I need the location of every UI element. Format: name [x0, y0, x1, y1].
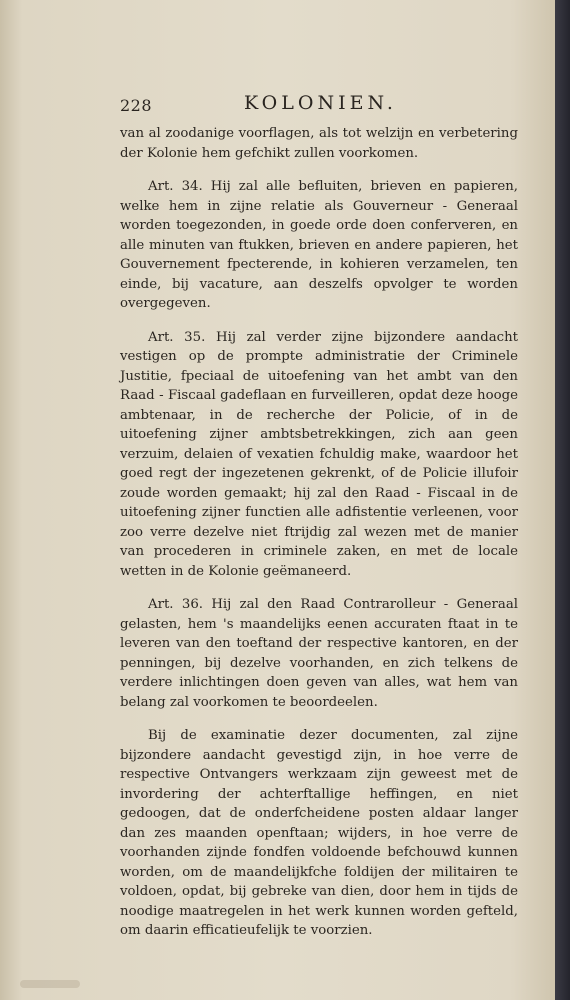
paragraph-examination: Bij de examinatie dezer documenten, zal zijne bijzondere aandacht gevestigd zijn, in hoe verre de respective Ontvangers werkzaam zijn geweest met de invordering der achterftallige heffingen, en niet gedoogen, dat de onderfcheidene posten aldaar langer dan zes maanden openftaan; wijders, in hoe verre de voorhanden zijnde fondfen voldoende befchouwd kunnen worden, om de maandelijkfche foldijen der militairen te voldoen, opdat, bij gebreke van dien, door hem in tijds de noodige maatregelen in het werk kunnen worden gefteld, om daarin efficatieufelijk te voorzien. — [120, 728, 518, 938]
paragraph-art-34: Art. 34. Hij zal alle befluiten, brieven en papieren, welke hem in zijne relatie als Gouverneur - Generaal worden toegezonden, in goede orde doen conferveren, en alle minuten van ftukken, brieven en andere papieren, het Gouvernement fpecterende, in kohieren verzamelen, ten einde, bij vacature, aan deszelfs opvolger te worden overgegeven. — [120, 179, 518, 311]
running-head: KOLONIEN. — [244, 92, 397, 114]
paragraph-continuation: van al zoodanige voorflagen, als tot welzijn en verbetering der Kolonie hem gefchikt zullen voorkomen. — [120, 126, 518, 161]
page-smudge — [20, 980, 80, 988]
page-header — [120, 92, 520, 116]
paragraph-art-36: Art. 36. Hij zal den Raad Contrarolleur - Generaal gelasten, hem 's maandelijks eenen accuraten ftaat in te leveren van den toeftand der respective kantoren, en der penningen, bij dezelve voorhanden, en zich telkens de verdere inlichtingen doen geven van alles, wat hem van belang zal voorkomen te beoordeelen. — [120, 597, 518, 710]
page-number: 228 — [120, 96, 153, 115]
paragraph-art-35: Art. 35. Hij zal verder zijne bijzondere aandacht vestigen op de prompte administratie der Criminele Justitie, fpeciaal de uitoefening van het ambt van den Raad - Fiscaal gadeflaan en furveilleren, opdat deze hooge ambtenaar, in de recherche der Policie, of in de uitoefening zijner ambtsbetrekkingen, zich aan geen verzuim, delaien of vexatien fchuldig make, waardoor het goed regt der ingezetenen gekrenkt, of de Policie illufoir zoude worden gemaakt; hij zal den Raad - Fiscaal in de uitoefening zijner functien alle adfistentie verleenen, voor zoo verre dezelve niet ftrijdig zal wezen met de manier van procederen in criminele zaken, en met de locale wetten in de Kolonie geëmaneerd. — [120, 329, 518, 579]
body-text — [120, 124, 518, 941]
scan-background-edge — [555, 0, 570, 1000]
